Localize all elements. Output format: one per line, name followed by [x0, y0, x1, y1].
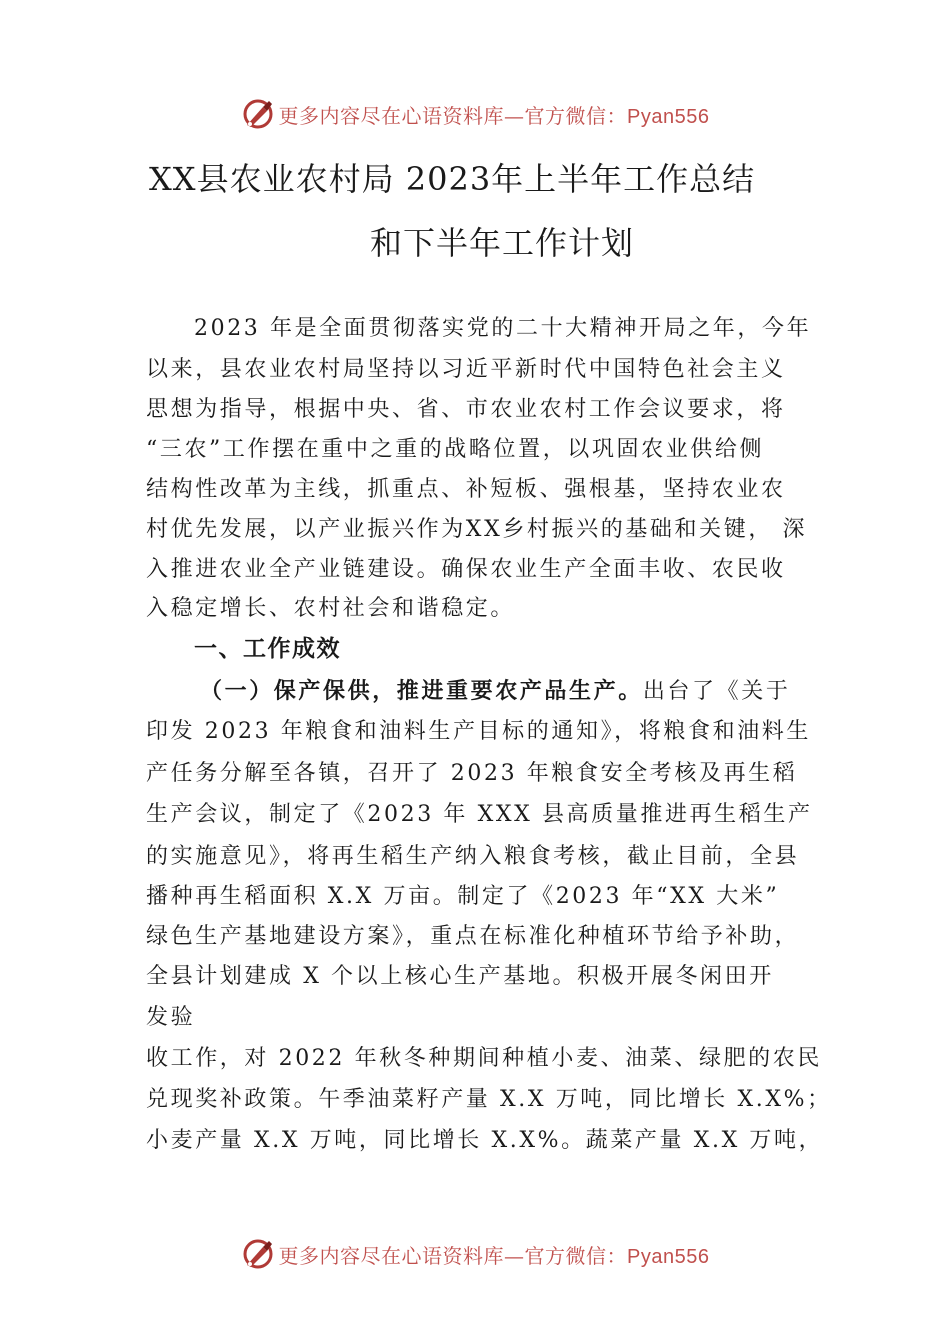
paragraph-line: 兑现奖补政策。午季油菜籽产量 X.X 万吨，同比增长 X.X%； — [146, 1087, 832, 1112]
paragraph-line: 播种再生稻面积 X.X 万亩。制定了《2023 年“XX 大米” — [146, 884, 780, 909]
paragraph-line: 入稳定增长、农村社会和谐稳定。 — [146, 596, 516, 621]
watermark-text: 更多内容尽在心语资料库—官方微信：Pyan556 — [278, 103, 710, 128]
paragraph-line: 思想为指导，根据中央、省、市农业农村工作会议要求，将 — [146, 397, 786, 422]
paragraph-line: 入推进农业全产业链建设。确保农业生产全面丰收、农民收 — [146, 557, 786, 582]
watermark-text: 更多内容尽在心语资料库—官方微信：Pyan556 — [278, 1243, 710, 1268]
document-title-line-1: XX县农业农村局 2023年上半年工作总结 — [149, 160, 756, 198]
paragraph-line: 绿色生产基地建设方案》，重点在标准化种植环节给予补助， — [146, 924, 800, 949]
paragraph-line: 的实施意见》，将再生稻生产纳入粮食考核，截止目前，全县 — [146, 844, 800, 869]
section-heading: 一、工作成效 — [194, 636, 341, 662]
paragraph-line: 产任务分解至各镇，召开了 2023 年粮食安全考核及再生稻 — [146, 761, 798, 786]
watermark-footer — [0, 1234, 950, 1274]
paragraph-text: 出台了《关于 — [642, 679, 791, 704]
pen-logo-icon — [241, 97, 275, 131]
subsection-first-line — [200, 677, 812, 707]
paragraph-line: 全县计划建成 X 个以上核心生产基地。积极开展冬闲田开 — [146, 964, 774, 989]
paragraph-line: 生产会议，制定了《2023 年 XXX 县高质量推进再生稻生产 — [146, 802, 813, 827]
paragraph-line: 发验 — [146, 1005, 196, 1030]
paragraph-line: 印发 2023 年粮食和油料生产目标的通知》，将粮食和油料生 — [146, 719, 811, 744]
subsection-title: （一）保产保供，推进重要农产品生产。 — [200, 679, 643, 704]
paragraph-line: 小麦产量 X.X 万吨，同比增长 X.X%。蔬菜产量 X.X 万吨， — [146, 1128, 824, 1153]
paragraph-line: 村优先发展，以产业振兴作为XX乡村振兴的基础和关键， 深 — [146, 517, 808, 542]
document-title-line-2: 和下半年工作计划 — [370, 224, 635, 262]
paragraph-line: 以来，县农业农村局坚持以习近平新时代中国特色社会主义 — [146, 357, 786, 382]
paragraph-line: 结构性改革为主线，抓重点、补短板、强根基，坚持农业农 — [146, 477, 786, 502]
pen-logo-icon — [241, 1237, 275, 1271]
paragraph-line: “三农”工作摆在重中之重的战略位置，以巩固农业供给侧 — [146, 437, 765, 462]
watermark-header — [0, 94, 950, 134]
paragraph-line: 2023 年是全面贯彻落实党的二十大精神开局之年，今年 — [194, 316, 812, 341]
paragraph-line: 收工作，对 2022 年秋冬种期间种植小麦、油菜、绿肥的农民 — [146, 1046, 822, 1071]
